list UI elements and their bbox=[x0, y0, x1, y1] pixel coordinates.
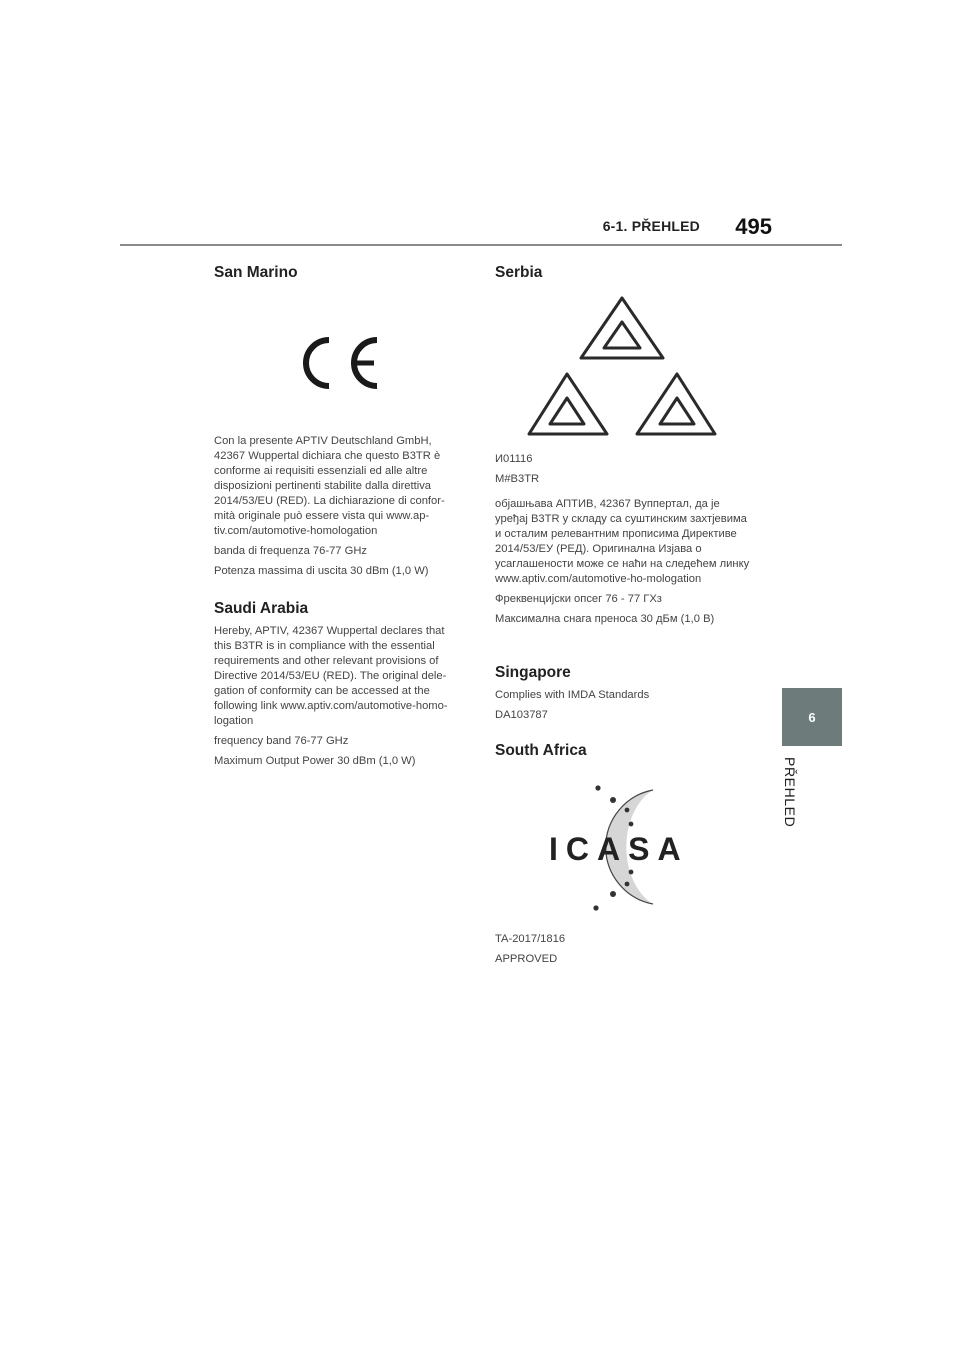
heading-south-africa: South Africa bbox=[495, 742, 587, 759]
section-title: 6-1. PŘEHLED bbox=[602, 218, 700, 234]
section-singapore bbox=[495, 664, 750, 728]
section-south-africa bbox=[495, 742, 750, 760]
heading-singapore: Singapore bbox=[495, 664, 571, 681]
header-rule bbox=[120, 244, 842, 246]
saudi-declaration: Hereby, APTIV, 42367 Wuppertal declares that this B3TR is in compliance with the essential requirements and other relevant provisions of Directive 2014/53/EU (RED). The original dele-gation of conformity can be accessed at the following link www.aptiv.com/automotive-homo-logation bbox=[214, 625, 448, 727]
serbia-triangles-mark-icon bbox=[527, 292, 717, 447]
section-serbia bbox=[495, 264, 750, 282]
chapter-label bbox=[780, 757, 808, 857]
icasa-logo-text: ICASA bbox=[549, 831, 689, 867]
saudi-frequency: frequency band 76-77 GHz bbox=[214, 735, 349, 747]
chapter-number: 6 bbox=[808, 710, 816, 725]
san-marino-text bbox=[214, 434, 464, 584]
singapore-number: DA103787 bbox=[495, 709, 548, 721]
san-marino-frequency: banda di frequenza 76-77 GHz bbox=[214, 545, 367, 557]
section-saudi-arabia bbox=[214, 600, 464, 774]
serbia-text bbox=[495, 452, 750, 632]
south-africa-text bbox=[495, 932, 750, 972]
page-number: 495 bbox=[735, 214, 772, 239]
ce-mark-icon bbox=[294, 334, 384, 397]
saudi-power: Maximum Output Power 30 dBm (1,0 W) bbox=[214, 755, 416, 767]
icasa-logo-icon bbox=[549, 780, 709, 917]
serbia-declaration: објашњава АПТИВ, 42367 Вуппертал, да је уређај B3TR у складу са суштинским захтјевима и осталим релевантним прописима Директиве 2014/53/ЕУ (РЕД). Оригинална Изјава о усаглашености може се наћи на следећем линку www.aptiv.com/automotive-ho-mologation bbox=[495, 498, 750, 585]
chapter-tab[interactable] bbox=[782, 688, 842, 746]
south-africa-code: TA-2017/1816 bbox=[495, 933, 566, 945]
serbia-frequency: Фреквенцијски опсег 76 - 77 ГХз bbox=[495, 593, 662, 605]
section-san-marino bbox=[214, 264, 464, 282]
page-header bbox=[120, 212, 842, 246]
serbia-power: Максимална снага преноса 30 дБм (1,0 В) bbox=[495, 613, 715, 625]
serbia-code-1: И01116 bbox=[495, 453, 533, 465]
san-marino-power: Potenza massima di uscita 30 dBm (1,0 W) bbox=[214, 565, 429, 577]
heading-saudi-arabia: Saudi Arabia bbox=[214, 600, 309, 617]
san-marino-declaration: Con la presente APTIV Deutschland GmbH, 42367 Wuppertal dichiara che questo B3TR è conforme ai requisiti essenziali ed alle altre disposizioni pertinenti stabilite dalla direttiva 2014/53/EU (RED). La dichiarazione di confor-mità originale può essere vista qui www.ap-tiv.com/automotive-homologation bbox=[214, 435, 445, 537]
heading-serbia: Serbia bbox=[495, 264, 543, 281]
singapore-standards: Complies with IMDA Standards bbox=[495, 689, 650, 701]
chapter-label-text: PŘEHLED bbox=[782, 757, 798, 828]
heading-san-marino: San Marino bbox=[214, 264, 298, 281]
serbia-code-2: M#B3TR bbox=[495, 473, 540, 485]
south-africa-approved: APPROVED bbox=[495, 953, 558, 965]
